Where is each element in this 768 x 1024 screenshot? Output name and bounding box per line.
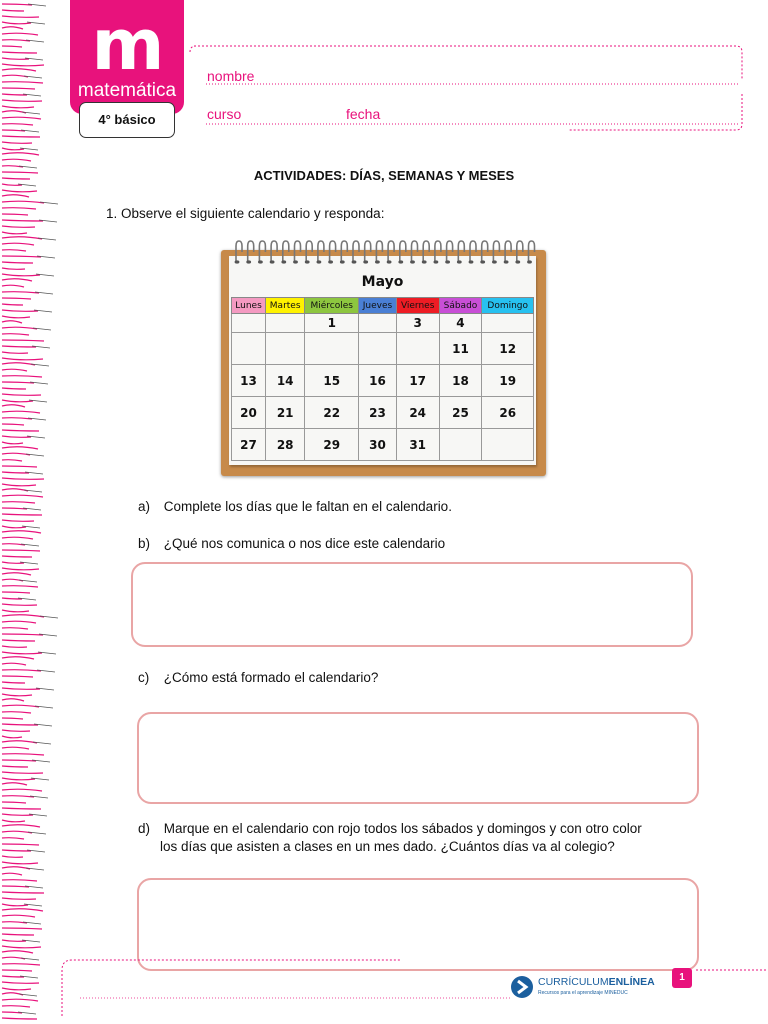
weekday-header: Lunes (232, 298, 266, 314)
logo-subject: matemática (77, 80, 177, 101)
calendar-day-cell[interactable] (359, 314, 397, 333)
answer-box-c[interactable] (137, 712, 699, 804)
calendar-day-cell[interactable]: 14 (266, 365, 305, 397)
calendar-day-cell[interactable] (232, 314, 266, 333)
course-field-label: curso (207, 106, 242, 122)
calendar-day-cell[interactable]: 1 (305, 314, 359, 333)
calendar-week (232, 333, 534, 365)
calendar-week (232, 397, 534, 429)
footer-frame (60, 958, 768, 1018)
page-title: ACTIVIDADES: DÍAS, SEMANAS Y MESES (253, 168, 515, 183)
calendar-day-cell[interactable] (482, 314, 534, 333)
curriculum-brand (538, 976, 655, 988)
calendar-day-cell[interactable]: 13 (232, 365, 266, 397)
calendar-rings (228, 238, 538, 268)
calendar-day-cell[interactable]: 11 (439, 333, 482, 365)
header-frame (188, 44, 744, 132)
brand-part-2: ENLÍNEA (608, 976, 655, 988)
grade-badge: 4° básico (79, 102, 175, 138)
weekday-header: Viernes (396, 298, 439, 314)
calendar-week (232, 314, 534, 333)
calendar-day-cell[interactable]: 4 (439, 314, 482, 333)
calendar-day-cell[interactable] (266, 314, 305, 333)
calendar-week (232, 365, 534, 397)
subject-logo (70, 0, 184, 114)
calendar-day-cell[interactable] (482, 429, 534, 461)
weekday-header: Jueves (359, 298, 397, 314)
calendar-day-cell[interactable]: 25 (439, 397, 482, 429)
calendar-day-cell[interactable] (232, 333, 266, 365)
calendar-day-cell[interactable]: 26 (482, 397, 534, 429)
calendar-day-cell[interactable]: 20 (232, 397, 266, 429)
item-d-label: d) (138, 821, 151, 836)
item-b (138, 536, 445, 551)
question-1-number: 1. (106, 206, 118, 221)
item-a-text: Complete los días que le faltan en el calendario. (163, 499, 452, 514)
item-a-label: a) (138, 499, 151, 514)
logo-letter: m (91, 4, 163, 86)
page-number: 1 (672, 968, 692, 988)
calendar-day-cell[interactable]: 15 (305, 365, 359, 397)
calendar-day-cell[interactable]: 31 (396, 429, 439, 461)
item-c-text: ¿Cómo está formado el calendario? (163, 670, 379, 685)
calendar-day-cell[interactable]: 17 (396, 365, 439, 397)
curriculum-tagline: Recursos para el aprendizaje MINEDUC (538, 990, 628, 996)
calendar-day-cell[interactable]: 21 (266, 397, 305, 429)
item-d-line2: los días que asisten a clases en un mes dado. ¿Cuántos días va al colegio? (160, 839, 615, 854)
calendar-week (232, 429, 534, 461)
weekday-header: Domingo (482, 298, 534, 314)
brand-part-1: CURRÍCULUM (538, 976, 609, 988)
item-d (138, 821, 642, 836)
weekday-header: Miércoles (305, 298, 359, 314)
calendar-grid (231, 297, 534, 461)
answer-box-b[interactable] (131, 562, 693, 647)
question-1-text: Observe el siguiente calendario y responda: (121, 206, 385, 221)
curriculum-logo-icon (510, 975, 534, 999)
calendar-day-cell[interactable] (359, 333, 397, 365)
calendar-day-cell[interactable] (439, 429, 482, 461)
item-a (138, 499, 452, 514)
name-field-label: nombre (207, 68, 255, 84)
calendar-day-cell[interactable]: 24 (396, 397, 439, 429)
calendar-day-cell[interactable]: 16 (359, 365, 397, 397)
calendar-month: Mayo (361, 274, 404, 290)
item-d-continued (160, 839, 615, 854)
item-c (138, 670, 378, 685)
item-d-line1: Marque en el calendario con rojo todos los sábados y domingos y con otro color (163, 821, 642, 836)
calendar-day-cell[interactable]: 29 (305, 429, 359, 461)
decorative-border (0, 0, 60, 1024)
weekday-header: Martes (266, 298, 305, 314)
item-b-label: b) (138, 536, 151, 551)
calendar-day-cell[interactable] (305, 333, 359, 365)
weekday-header: Sábado (439, 298, 482, 314)
calendar-day-cell[interactable]: 3 (396, 314, 439, 333)
calendar-day-cell[interactable]: 27 (232, 429, 266, 461)
calendar-day-cell[interactable] (396, 333, 439, 365)
calendar-day-cell[interactable] (266, 333, 305, 365)
calendar-day-cell[interactable]: 30 (359, 429, 397, 461)
calendar-day-cell[interactable]: 22 (305, 397, 359, 429)
calendar-day-cell[interactable]: 28 (266, 429, 305, 461)
calendar-day-cell[interactable]: 12 (482, 333, 534, 365)
item-b-text: ¿Qué nos comunica o nos dice este calendario (163, 536, 446, 551)
item-c-label: c) (138, 670, 150, 685)
date-field-label: fecha (346, 106, 381, 122)
question-1 (106, 206, 384, 221)
calendar-day-cell[interactable]: 19 (482, 365, 534, 397)
calendar-day-cell[interactable]: 18 (439, 365, 482, 397)
calendar-day-cell[interactable]: 23 (359, 397, 397, 429)
